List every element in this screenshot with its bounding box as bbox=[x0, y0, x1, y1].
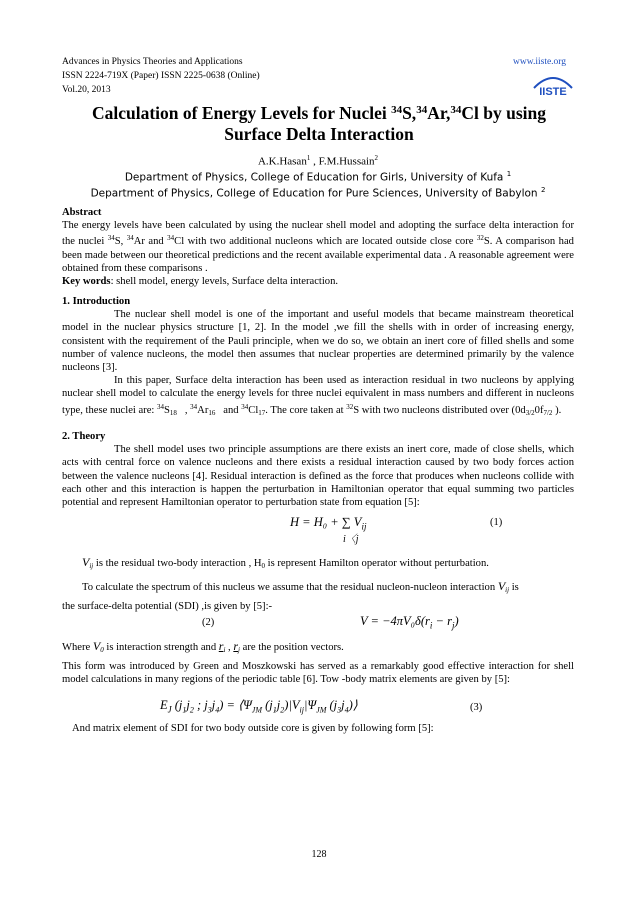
vij-description: $V_{ij}$ is the residual two-body interaction , $H_0$ is represent Hamilton operator without perturbation. bbox=[82, 555, 489, 570]
equation-1-sum-index: i〈j bbox=[343, 534, 359, 545]
equation-1: H = H₀ + ∑ $V_{ij}$ bbox=[290, 515, 367, 532]
abstract-body: The energy levels have been calculated by using the nuclear shell model and adopting the surface delta interaction for the nuclei $^{34}$S, $^{34}$Ar and $^{34}$Cl with two additional nucleons which are located outside close core $^{32}$S. A comparison had been made between our theoretical predictions and the recent available experimental data . A reasonable agreement were obtained from these comparisons . bbox=[62, 220, 574, 274]
equation-3-number: (3) bbox=[470, 702, 483, 713]
equation-1-number: (1) bbox=[490, 517, 503, 528]
matrix-element-line: And matrix element of SDI for two body outside core is given by following form [5]: bbox=[72, 723, 434, 734]
spectrum-line: To calculate the spectrum of this nucleus we assume that the residual nucleon-nucleon interaction $V_{ij}$ is bbox=[82, 579, 519, 594]
where-line: Where $V_0$ is interaction strength and $r_i$ , $r_j$ are the position vectors. bbox=[62, 639, 344, 654]
equation-3: $E_J$ ($j_1j_2$ ; $j_3j_4$) = $⟨\Psi_{JM}$ $(j_1j_2)|V_{ij}|\Psi_{JM}$ $(j_3j_4)⟩$ bbox=[160, 698, 358, 715]
sdi-intro: the surface-delta potential (SDI) ,is given by [5]:- bbox=[62, 601, 273, 612]
affiliation-1: Department of Physics, College of Education for Girls, University of Kufa $^1$ bbox=[124, 170, 512, 184]
authors: A.K.Hasan$^1$ , F.M.Hussain$^2$ bbox=[257, 154, 379, 168]
intro-paragraph-2: In this paper, Surface delta interaction has been used as interaction residual in two nucleons by applying nuclear shell model to calculate the energy levels for three nuclei equivalent in mass numbers and different in nucleons type, these nuclei are: $^{34}S_{18}$ , $^{34}Ar_{16}$ and $^{34}Cl_{17}$. The core taken at $^{32}$S with two nucleons distributed over ($0d_{3/2}0f_{7/2}$ ). bbox=[62, 375, 574, 417]
theory bbox=[62, 430, 574, 509]
issn: ISSN 2224-719X (Paper) ISSN 2225-0638 (Online) bbox=[62, 71, 260, 81]
affiliation-2: Department of Physics, College of Education for Pure Sciences, University of Babylon $^2$ bbox=[90, 186, 546, 200]
page-number: 128 bbox=[311, 849, 327, 860]
logo-text: IISTE bbox=[539, 86, 567, 98]
form-paragraph: This form was introduced by Green and Moszkowski has served as a remarkably good effective interaction for shell model calculations in many regions of the periodic table [6]. Tow -body matrix elements are given by [5]: bbox=[62, 661, 574, 686]
equation-2-number: (2) bbox=[202, 617, 215, 628]
journal-name: Advances in Physics Theories and Applications bbox=[62, 57, 243, 67]
theory-paragraph-1: The shell model uses two principle assumptions are there exists an inert core, made of close shells, which acts with central force on valence nucleons and there exists a residual interaction caused by two body forces action between the valence nucleons [4]. Residual interaction is defined as the force that produces when nucleons collide with each other and this interaction is happen the perturbation in Hamiltonian operator that equal summing two particles potential and represent Hamiltonian operator to perturbation state from equation [5]: bbox=[62, 444, 574, 509]
paper-title: Calculation of Energy Levels for Nuclei $^{34}$S,$^{34}$Ar,$^{34}$Cl by using Surface Delta Interaction bbox=[91, 103, 546, 144]
intro-heading: 1. Introduction bbox=[62, 296, 131, 307]
intro-paragraph-1: The nuclear shell model is one of the important and useful models that became mainstream theoretical model in the nuclear physics structure [1, 2]. In the model ,we fill the shells with in order of increasing energy, consistent with the requirement of the Pauli principle, when we do so, we obtain an inert core of filled shells and some number of valence nucleons, the model then assumes that nuclear properties are determined primarily by the valence nucleons [3]. bbox=[62, 309, 574, 374]
theory-heading: 2. Theory bbox=[62, 431, 106, 442]
keywords: Key words: shell model, energy levels, Surface delta interaction. bbox=[62, 276, 339, 288]
volume: Vol.20, 2013 bbox=[62, 85, 111, 95]
iiste-logo bbox=[530, 68, 576, 98]
journal-url-link[interactable]: www.iiste.org bbox=[513, 57, 567, 67]
abstract bbox=[62, 206, 574, 288]
introduction bbox=[62, 295, 574, 420]
equation-2: $V = -4\pi V_0\delta(r_i - r_j)$ bbox=[360, 614, 459, 631]
abstract-heading: Abstract bbox=[62, 207, 102, 218]
